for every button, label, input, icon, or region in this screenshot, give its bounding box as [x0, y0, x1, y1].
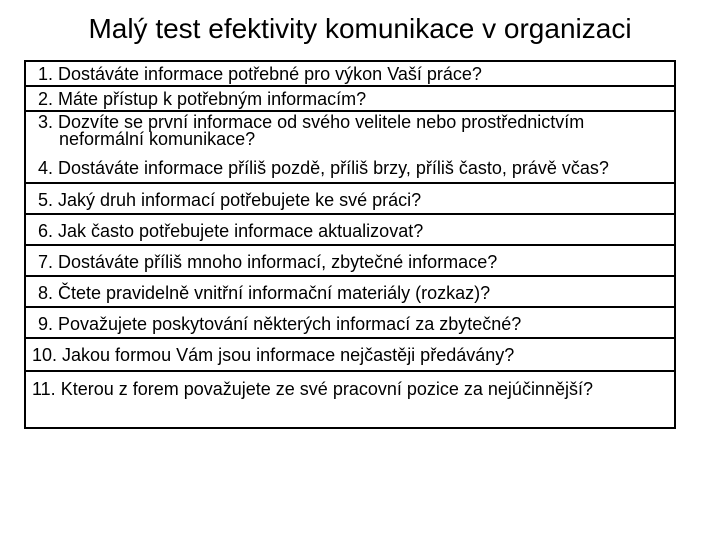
- question-row-6: [26, 215, 674, 246]
- page-title: Malý test efektivity komunikace v organizaci: [88, 13, 632, 44]
- question-row-7: [26, 246, 674, 277]
- question-text: 2. Máte přístup k potřebným informacím?: [38, 89, 367, 109]
- question-text: 4. Dostáváte informace příliš pozdě, příliš brzy, příliš často, právě včas?: [38, 158, 609, 178]
- question-row-8: [26, 277, 674, 308]
- question-text-continuation: neformální komunikace?: [59, 129, 256, 149]
- question-text: 5. Jaký druh informací potřebujete ke své práci?: [38, 190, 422, 210]
- question-text-block: [38, 114, 584, 148]
- question-row-5: [26, 184, 674, 215]
- questions-table: [24, 60, 676, 429]
- question-text: 7. Dostáváte příliš mnoho informací, zbytečné informace?: [38, 252, 498, 272]
- question-row-3: [26, 112, 674, 156]
- question-text: 11. Kterou z forem považujete ze své pracovní pozice za nejúčinnější?: [32, 379, 593, 399]
- question-text: 3. Dozvíte se první informace od svého velitele nebo prostřednictvím: [38, 112, 585, 132]
- question-text: 8. Čtete pravidelně vnitřní informační materiály (rozkaz)?: [38, 283, 491, 303]
- question-row-1: [26, 62, 674, 87]
- question-row-9: [26, 308, 674, 339]
- question-row-4: [26, 156, 674, 184]
- question-text: 10. Jakou formou Vám jsou informace nejčastěji předávány?: [32, 345, 515, 365]
- question-text: 6. Jak často potřebujete informace aktualizovat?: [38, 221, 424, 241]
- question-row-2: [26, 87, 674, 112]
- question-row-11: [26, 372, 674, 427]
- question-text: 9. Považujete poskytování některých informací za zbytečné?: [38, 314, 522, 334]
- question-text: 1. Dostáváte informace potřebné pro výkon Vaší práce?: [38, 64, 482, 84]
- question-row-10: [26, 339, 674, 372]
